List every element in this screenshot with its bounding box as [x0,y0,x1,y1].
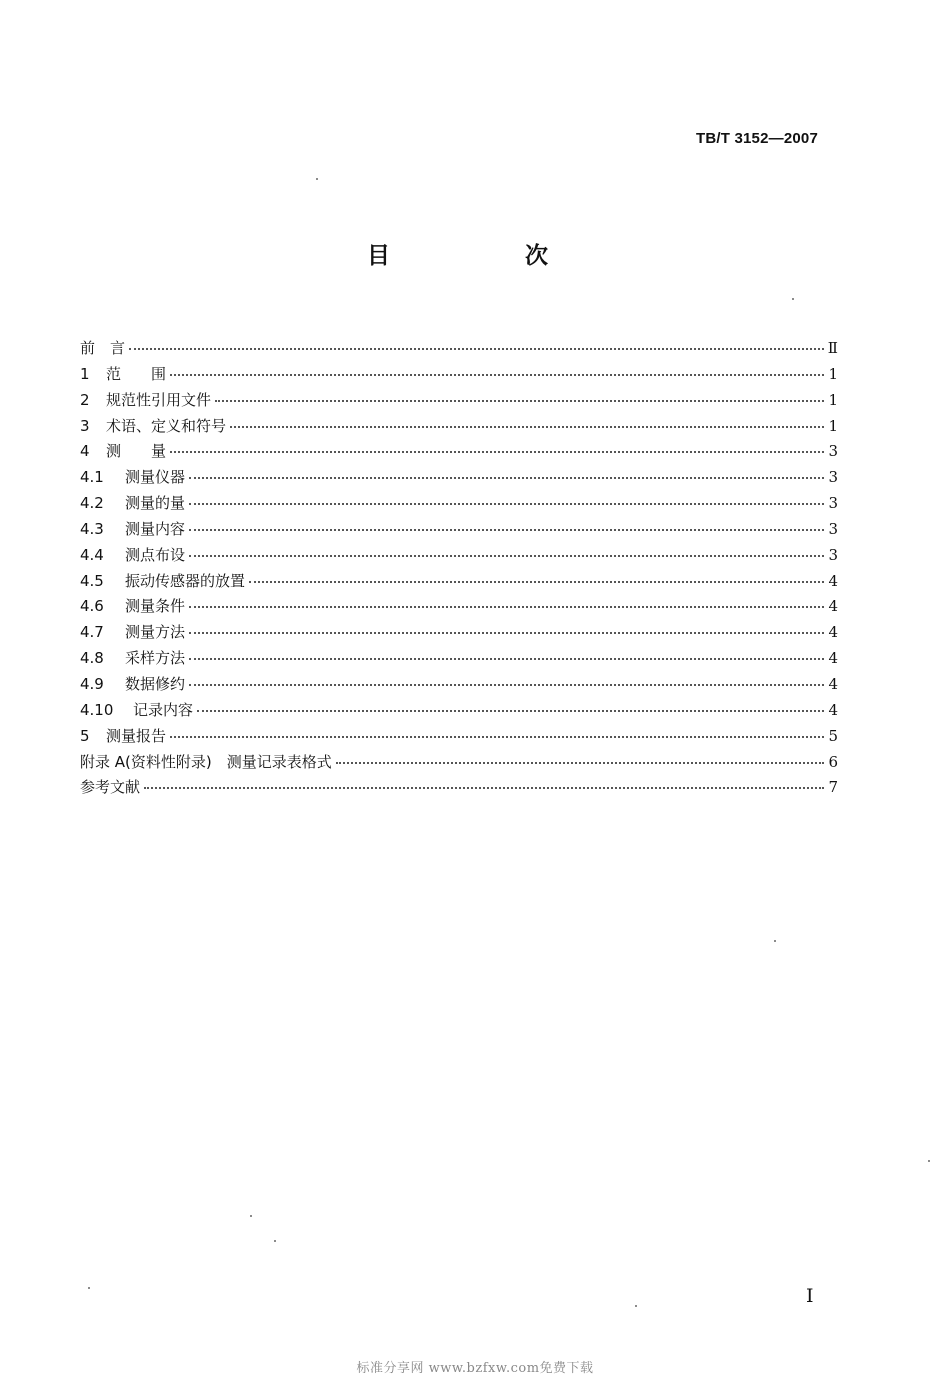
toc-entry-4-2[interactable] [80,491,838,517]
dot-leader [197,710,824,712]
toc-entry-label [80,698,193,724]
toc-entry-4-7[interactable] [80,620,838,646]
toc-entry-references[interactable] [80,775,838,801]
scan-speck [274,1240,276,1242]
toc-entry-number: 4.3 [80,519,104,538]
dot-leader [144,787,824,789]
toc-entry-label [80,646,185,672]
toc-entry-text: 测 量 [106,442,167,461]
toc-entry-page: 3 [828,494,838,513]
toc-entry-number: 3 [80,416,90,435]
toc-entry-label [80,362,166,388]
toc-entry-appendix-a[interactable] [80,750,838,776]
dot-leader [189,555,824,557]
toc-entry-page: 4 [828,597,838,616]
toc-entry-number: 1 [80,364,90,383]
toc-entry-page: 3 [828,468,838,487]
toc-entry-text: 数据修约 [125,674,186,693]
toc-entry-page: 1 [828,390,838,409]
table-of-contents [80,336,838,801]
dot-leader [215,400,824,402]
dot-leader [189,529,824,531]
dot-leader [189,632,824,634]
toc-entry-page: 1 [828,416,838,435]
toc-entry-4-4[interactable] [80,543,838,569]
toc-entry-5[interactable] [80,724,838,750]
dot-leader [189,658,824,660]
toc-entry-text: 测量报告 [106,726,167,745]
toc-entry-number: 5 [80,726,90,745]
toc-entry-label [80,336,125,362]
toc-entry-number: 4.4 [80,545,104,564]
toc-entry-label [80,439,166,465]
toc-entry-text: 测量内容 [125,519,186,538]
toc-entry-page: 3 [828,545,838,564]
toc-entry-label [80,569,245,595]
toc-entry-label [80,620,185,646]
toc-entry-4-6[interactable] [80,594,838,620]
toc-entry-1[interactable] [80,362,838,388]
scan-speck [250,1215,252,1217]
toc-entry-foreword[interactable] [80,336,838,362]
toc-entry-number: 4.9 [80,674,104,693]
toc-entry-label [80,414,226,440]
document-code: TB/T 3152—2007 [695,130,818,147]
toc-entry-text: 采样方法 [125,649,186,668]
toc-entry-label [80,724,166,750]
toc-entry-page: 4 [828,674,838,693]
toc-entry-text: 记录内容 [133,700,194,719]
scan-speck [316,178,318,180]
toc-entry-text: 范 围 [106,364,167,383]
toc-entry-text: 前 言 [80,339,126,357]
toc-entry-text: 测量仪器 [125,468,186,487]
toc-entry-label [80,517,185,543]
dot-leader [249,581,824,583]
toc-entry-page: 5 [828,726,838,745]
toc-entry-text: 参考文献 [80,778,141,797]
toc-entry-text: 规范性引用文件 [106,390,212,409]
toc-entry-number: 4.6 [80,597,104,616]
scan-speck [792,298,794,300]
toc-entry-4[interactable] [80,439,838,465]
toc-entry-page: 1 [828,364,838,383]
watermark: 标准分享网 www.bzfxw.com免费下载 [356,1361,594,1376]
dot-leader [189,477,824,479]
dot-leader [129,348,824,350]
scan-speck [635,1305,637,1307]
toc-entry-3[interactable] [80,414,838,440]
dot-leader [170,374,824,376]
toc-entry-text: 测量的量 [125,494,186,513]
toc-entry-number: 4.10 [80,700,114,719]
toc-entry-label [80,491,185,517]
toc-entry-4-1[interactable] [80,465,838,491]
toc-entry-text: 术语、定义和符号 [106,416,227,435]
toc-entry-page: Ⅱ [827,339,838,357]
toc-entry-page: 4 [828,649,838,668]
toc-entry-4-9[interactable] [80,672,838,698]
toc-entry-number: 4.8 [80,649,104,668]
scan-speck [88,1287,90,1289]
toc-entry-label [80,750,332,776]
toc-entry-label [80,594,185,620]
toc-entry-label [80,388,211,414]
toc-title: 目 次 [367,243,604,269]
toc-entry-page: 4 [828,571,838,590]
toc-entry-page: 4 [828,700,838,719]
scan-speck [928,1160,930,1162]
dot-leader [336,762,824,764]
toc-entry-page: 3 [828,519,838,538]
toc-entry-number: 4.5 [80,571,104,590]
dot-leader [189,606,824,608]
toc-entry-number: 4 [80,442,90,461]
scan-speck [774,940,776,942]
toc-entry-number: 2 [80,390,90,409]
toc-entry-number: 4.2 [80,494,104,513]
toc-entry-4-10[interactable] [80,698,838,724]
toc-entry-page: 4 [828,623,838,642]
toc-entry-label [80,465,185,491]
toc-entry-page: 6 [828,752,838,771]
toc-entry-4-8[interactable] [80,646,838,672]
toc-entry-text: 振动传感器的放置 [125,571,246,590]
toc-entry-label [80,672,185,698]
toc-entry-4-3[interactable] [80,517,838,543]
toc-entry-4-5[interactable] [80,569,838,595]
dot-leader [189,503,824,505]
toc-entry-text: 测量条件 [125,597,186,616]
dot-leader [170,736,824,738]
dot-leader [230,426,824,428]
toc-entry-text: 附录 A(资料性附录) 测量记录表格式 [80,752,332,771]
page-number: I [806,1285,814,1307]
toc-entry-number: 4.7 [80,623,104,642]
dot-leader [170,451,824,453]
toc-entry-number: 4.1 [80,468,104,487]
toc-entry-2[interactable] [80,388,838,414]
toc-entry-page: 7 [828,778,838,797]
toc-entry-label [80,543,185,569]
dot-leader [189,684,824,686]
toc-entry-text: 测点布设 [125,545,186,564]
toc-entry-page: 3 [828,442,838,461]
toc-entry-text: 测量方法 [125,623,186,642]
toc-entry-label [80,775,140,801]
